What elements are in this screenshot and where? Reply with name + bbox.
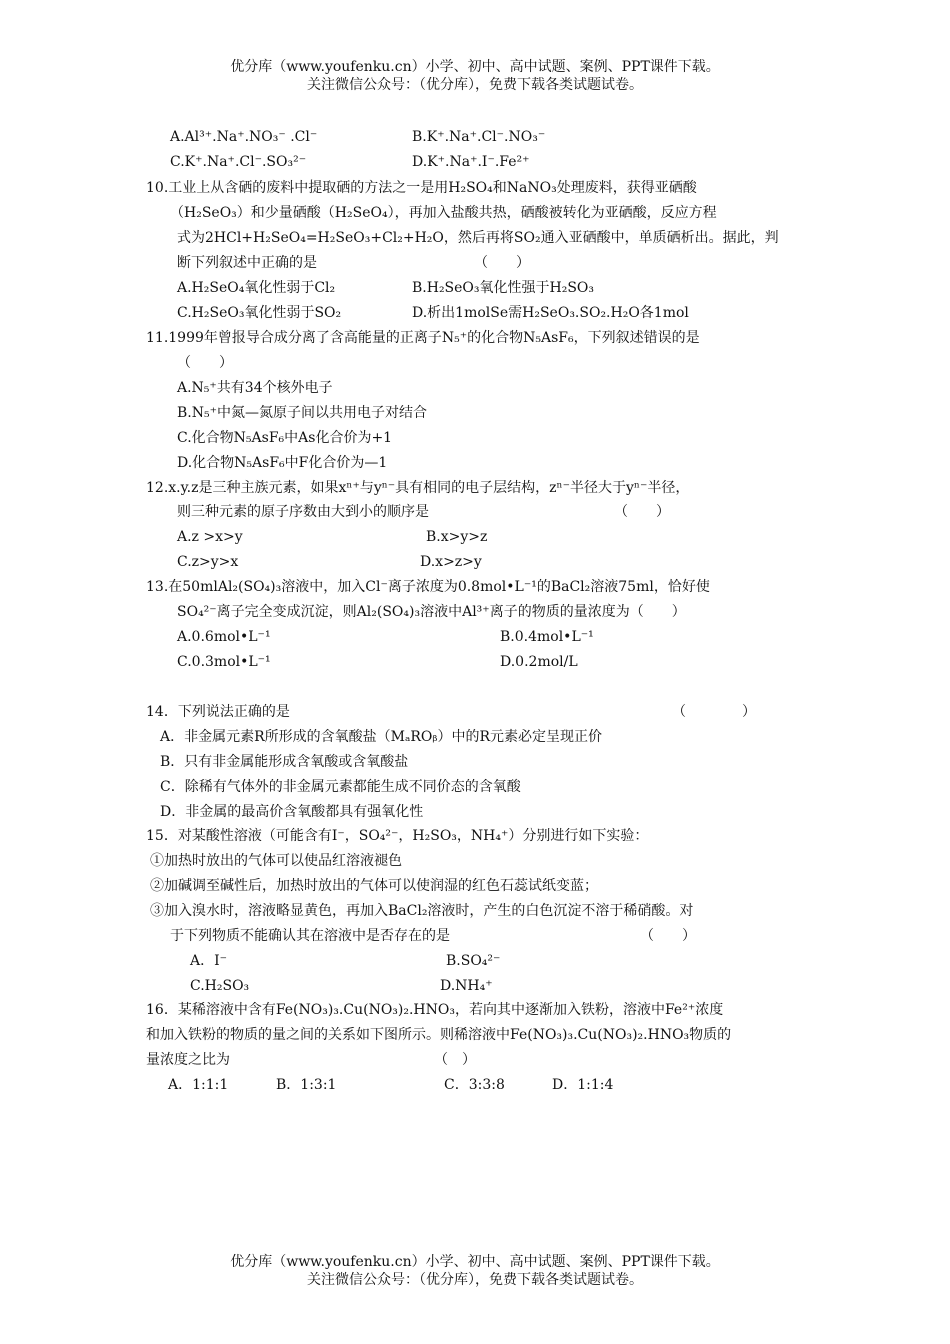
page-header-line1: 优分库（www.youfenku.cn）小学、初中、高中试题、案例、PPT课件下载。 — [230, 59, 720, 75]
q9-option-b: B.K⁺.Na⁺.Cl⁻.NO₃⁻ — [412, 129, 546, 145]
page-footer-line2: 关注微信公众号：（优分库），免费下载各类试题试卷。 — [307, 1272, 643, 1288]
q14-option-c: C．除稀有气体外的非金属元素都能生成不同价态的含氧酸 — [160, 779, 521, 795]
q14-stem-line1: 14．下列说法正确的是 — [146, 704, 290, 720]
q11-option-d: D.化合物N₅AsF₆中F化合价为—1 — [177, 455, 388, 471]
q15-option-d: D.NH₄⁺ — [440, 978, 493, 994]
q14-option-b: B．只有非金属能形成含氧酸或含氧酸盐 — [160, 754, 409, 770]
q12-option-b: B.x>y>z — [426, 529, 488, 545]
q15-option-c: C.H₂SO₃ — [190, 978, 250, 994]
q11-option-c: C.化合物N₅AsF₆中As化合价为+1 — [177, 430, 393, 446]
q10-option-a: A.H₂SeO₄氧化性弱于Cl₂ — [177, 280, 336, 296]
q13-stem-line1: 13.在50mlAl₂(SO₄)₃溶液中，加入Cl⁻离子浓度为0.8mol•L⁻¹的BaCl₂溶液75ml，恰好使 — [146, 579, 710, 595]
q12-stem-line2: 则三种元素的原子序数由大到小的顺序是 — [177, 504, 429, 520]
q11-option-b: B.N₅⁺中氮—氮原子间以共用电子对结合 — [177, 405, 427, 421]
page-header-line2: 关注微信公众号：（优分库），免费下载各类试题试卷。 — [307, 77, 643, 93]
q15-step-1: ①加热时放出的气体可以使品红溶液褪色 — [150, 853, 402, 869]
q16-stem-line2: 和加入铁粉的物质的量之间的关系如下图所示。则稀溶液中Fe(NO₃)₃.Cu(NO₃)₂.HNO₃物质的 — [146, 1027, 732, 1043]
q12-stem-line1: 12.x.y.z是三种主族元素，如果xⁿ⁺与yⁿ⁻具有相同的电子层结构，zⁿ⁻半径大于yⁿ⁻半径， — [146, 480, 690, 496]
q14-option-d: D．非金属的最高价含氧酸都具有强氧化性 — [160, 804, 424, 820]
q14-option-a: A．非金属元素R所形成的含氧酸盐（MₐROᵦ）中的R元素必定呈现正价 — [160, 729, 603, 745]
q10-stem-line3: 式为2HCl+H₂SeO₄=H₂SeO₃+Cl₂+H₂O，然后再将SO₂通入亚硒酸中，单质硒析出。据此，判 — [177, 230, 779, 246]
q10-stem-line4: 断下列叙述中正确的是 — [177, 255, 317, 271]
q16-option-c: C．3:3:8 — [444, 1077, 505, 1093]
q13-stem-line2: SO₄²⁻离子完全变成沉淀，则Al₂(SO₄)₃溶液中Al³⁺离子的物质的量浓度为（ ） — [177, 604, 686, 620]
q15-option-b: B.SO₄²⁻ — [446, 953, 501, 969]
q13-option-d: D.0.2mol/L — [500, 654, 578, 670]
q11-option-a: A.N₅⁺共有34个核外电子 — [177, 380, 333, 396]
q9-option-a: A.Al³⁺.Na⁺.NO₃⁻ .Cl⁻ — [170, 129, 318, 145]
q9-option-d: D.K⁺.Na⁺.I⁻.Fe²⁺ — [412, 154, 530, 170]
q10-option-c: C.H₂SeO₃氧化性弱于SO₂ — [177, 305, 342, 321]
q16-stem-line3: 量浓度之比为 — [146, 1052, 230, 1068]
q13-option-c: C.0.3mol•L⁻¹ — [177, 654, 271, 670]
q11-stem-line1: 11.1999年曾报导合成分离了含高能量的正离子N₅⁺的化合物N₅AsF₆，下列叙述错误的是 — [146, 330, 700, 346]
q10-stem-line2: （H₂SeO₃）和少量硒酸（H₂SeO₄），再加入盐酸共热，硒酸被转化为亚硒酸，反应方程 — [170, 205, 717, 221]
q12-answer-paren: （ ） — [614, 504, 670, 520]
q10-option-b: B.H₂SeO₃氧化性强于H₂SO₃ — [412, 280, 595, 296]
q10-option-d: D.析出1molSe需H₂SeO₃.SO₂.H₂O各1mol — [412, 305, 689, 321]
q16-option-a: A．1:1:1 — [168, 1077, 229, 1093]
q10-answer-paren: （ ） — [474, 255, 530, 271]
q12-option-c: C.z>y>x — [177, 554, 239, 570]
q9-option-c: C.K⁺.Na⁺.Cl⁻.SO₃²⁻ — [170, 154, 307, 170]
q15-answer-paren: （ ） — [640, 928, 696, 944]
q15-step-3: ③加入溴水时，溶液略显黄色，再加入BaCl₂溶液时，产生的白色沉淀不溶于稀硝酸。对 — [150, 903, 694, 919]
q16-answer-paren: （ ） — [434, 1052, 476, 1068]
q11-answer-paren: （ ） — [177, 355, 233, 371]
q15-option-a: A．I⁻ — [190, 953, 228, 969]
q16-option-d: D．1:1:4 — [552, 1077, 614, 1093]
q16-option-b: B．1:3:1 — [276, 1077, 337, 1093]
q13-option-a: A.0.6mol•L⁻¹ — [177, 629, 271, 645]
q15-step-3-cont: 于下列物质不能确认其在溶液中是否存在的是 — [170, 928, 450, 944]
q14-answer-paren: （ ） — [672, 704, 756, 720]
q16-stem-line1: 16．某稀溶液中含有Fe(NO₃)₃.Cu(NO₃)₂.HNO₃，若向其中逐渐加入铁粉，溶液中Fe²⁺浓度 — [146, 1002, 724, 1018]
q12-option-d: D.x>z>y — [420, 554, 482, 570]
q15-stem-line1: 15．对某酸性溶液（可能含有I⁻，SO₄²⁻，H₂SO₃，NH₄⁺）分别进行如下实验： — [146, 828, 649, 844]
page-footer-line1: 优分库（www.youfenku.cn）小学、初中、高中试题、案例、PPT课件下载。 — [230, 1254, 720, 1270]
q15-step-2: ②加碱调至碱性后，加热时放出的气体可以使润湿的红色石蕊试纸变蓝； — [150, 878, 598, 894]
q10-stem-line1: 10.工业上从含硒的废料中提取硒的方法之一是用H₂SO₄和NaNO₃处理废料，获得亚硒酸 — [146, 180, 697, 196]
q13-option-b: B.0.4mol•L⁻¹ — [500, 629, 594, 645]
q12-option-a: A.z >x>y — [177, 529, 243, 545]
